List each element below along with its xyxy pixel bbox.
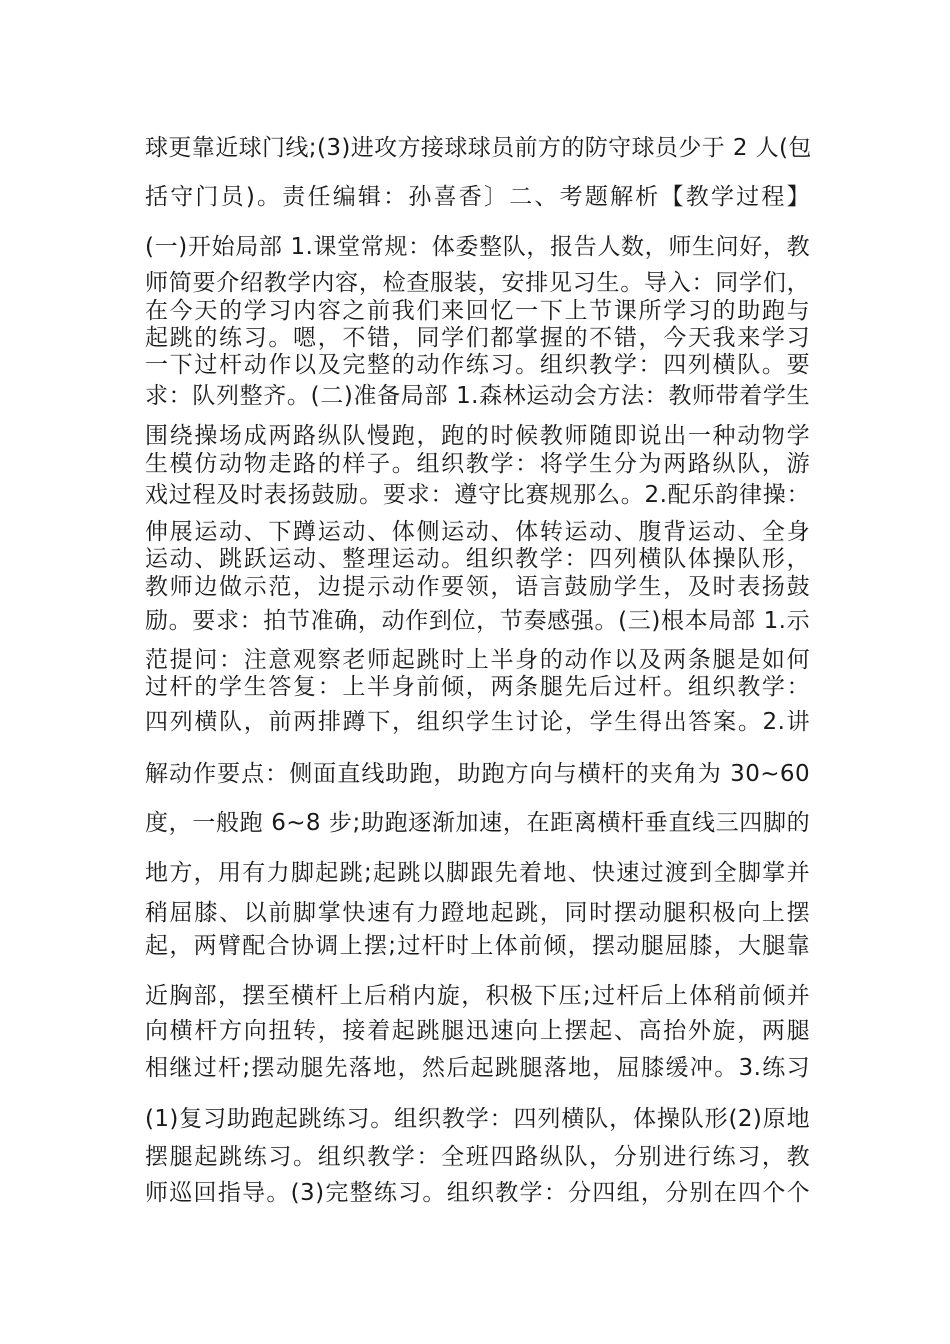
text-line: 运动、跳跃运动、整理运动。组织教学：四列横队体操队形， bbox=[145, 546, 810, 572]
text-line: 度，一般跑 6~8 步;助跑逐渐加速，在距离横杆垂直线三四脚的 bbox=[145, 810, 810, 836]
text-line: 师巡回指导。(3)完整练习。组织教学：分四组，分别在四个个 bbox=[145, 1180, 810, 1206]
text-line: 求：队列整齐。(二)准备局部 1.森林运动会方法：教师带着学生 bbox=[145, 383, 810, 409]
text-line: 相继过杆;摆动腿先落地，然后起跳腿落地，屈膝缓冲。3.练习 bbox=[145, 1055, 810, 1081]
text-line: 生模仿动物走路的样子。组织教学：将学生分为两路纵队，游 bbox=[145, 451, 810, 477]
text-line: 范提问：注意观察老师起跳时上半身的动作以及两条腿是如何 bbox=[145, 647, 810, 673]
text-line: 励。要求：拍节准确，动作到位，节奏感强。(三)根本局部 1.示 bbox=[145, 608, 810, 634]
text-line: 过杆的学生答复：上半身前倾，两条腿先后过杆。组织教学： bbox=[145, 674, 810, 700]
text-line: 起跳的练习。嗯，不错，同学们都掌握的不错，今天我来学习 bbox=[145, 325, 810, 351]
text-line: 四列横队，前两排蹲下，组织学生讨论，学生得出答案。2.讲 bbox=[145, 709, 810, 735]
text-line: 在今天的学习内容之前我们来回忆一下上节课所学习的助跑与 bbox=[145, 298, 810, 324]
text-line: 起，两臂配合协调上摆;过杆时上体前倾，摆动腿屈膝，大腿靠 bbox=[145, 933, 810, 959]
text-line: 围绕操场成两路纵队慢跑，跑的时候教师随即说出一种动物学 bbox=[145, 423, 810, 449]
text-line: 近胸部，摆至横杆上后稍内旋，积极下压;过杆后上体稍前倾并 bbox=[145, 983, 810, 1009]
text-line: 稍屈膝、以前脚掌快速有力蹬地起跳，同时摆动腿积极向上摆 bbox=[145, 900, 810, 926]
text-line: 解动作要点：侧面直线助跑，助跑方向与横杆的夹角为 30~60 bbox=[145, 761, 810, 787]
text-line: 师简要介绍教学内容，检查服装，安排见习生。导入：同学们， bbox=[145, 270, 810, 296]
text-line: 伸展运动、下蹲运动、体侧运动、体转运动、腹背运动、全身 bbox=[145, 519, 810, 545]
text-line: 一下过杆动作以及完整的动作练习。组织教学：四列横队。要 bbox=[145, 352, 810, 378]
text-line: (一)开始局部 1.课堂常规：体委整队，报告人数，师生问好，教 bbox=[145, 234, 810, 260]
text-line: (1)复习助跑起跳练习。组织教学：四列横队，体操队形(2)原地 bbox=[145, 1106, 810, 1132]
text-line: 括守门员)。责任编辑：孙喜香〕二、考题解析【教学过程】 bbox=[145, 184, 810, 210]
text-line: 戏过程及时表扬鼓励。要求：遵守比赛规那么。2.配乐韵律操： bbox=[145, 482, 810, 508]
text-line: 教师边做示范，边提示动作要领，语言鼓励学生，及时表扬鼓 bbox=[145, 574, 810, 600]
text-line: 地方，用有力脚起跳;起跳以脚跟先着地、快速过渡到全脚掌并 bbox=[145, 860, 810, 886]
text-line: 向横杆方向扭转，接着起跳腿迅速向上摆起、高抬外旋，两腿 bbox=[145, 1018, 810, 1044]
text-line: 摆腿起跳练习。组织教学：全班四路纵队，分别进行练习，教 bbox=[145, 1144, 810, 1170]
text-line: 球更靠近球门线;(3)进攻方接球球员前方的防守球员少于 2 人(包 bbox=[145, 135, 812, 161]
